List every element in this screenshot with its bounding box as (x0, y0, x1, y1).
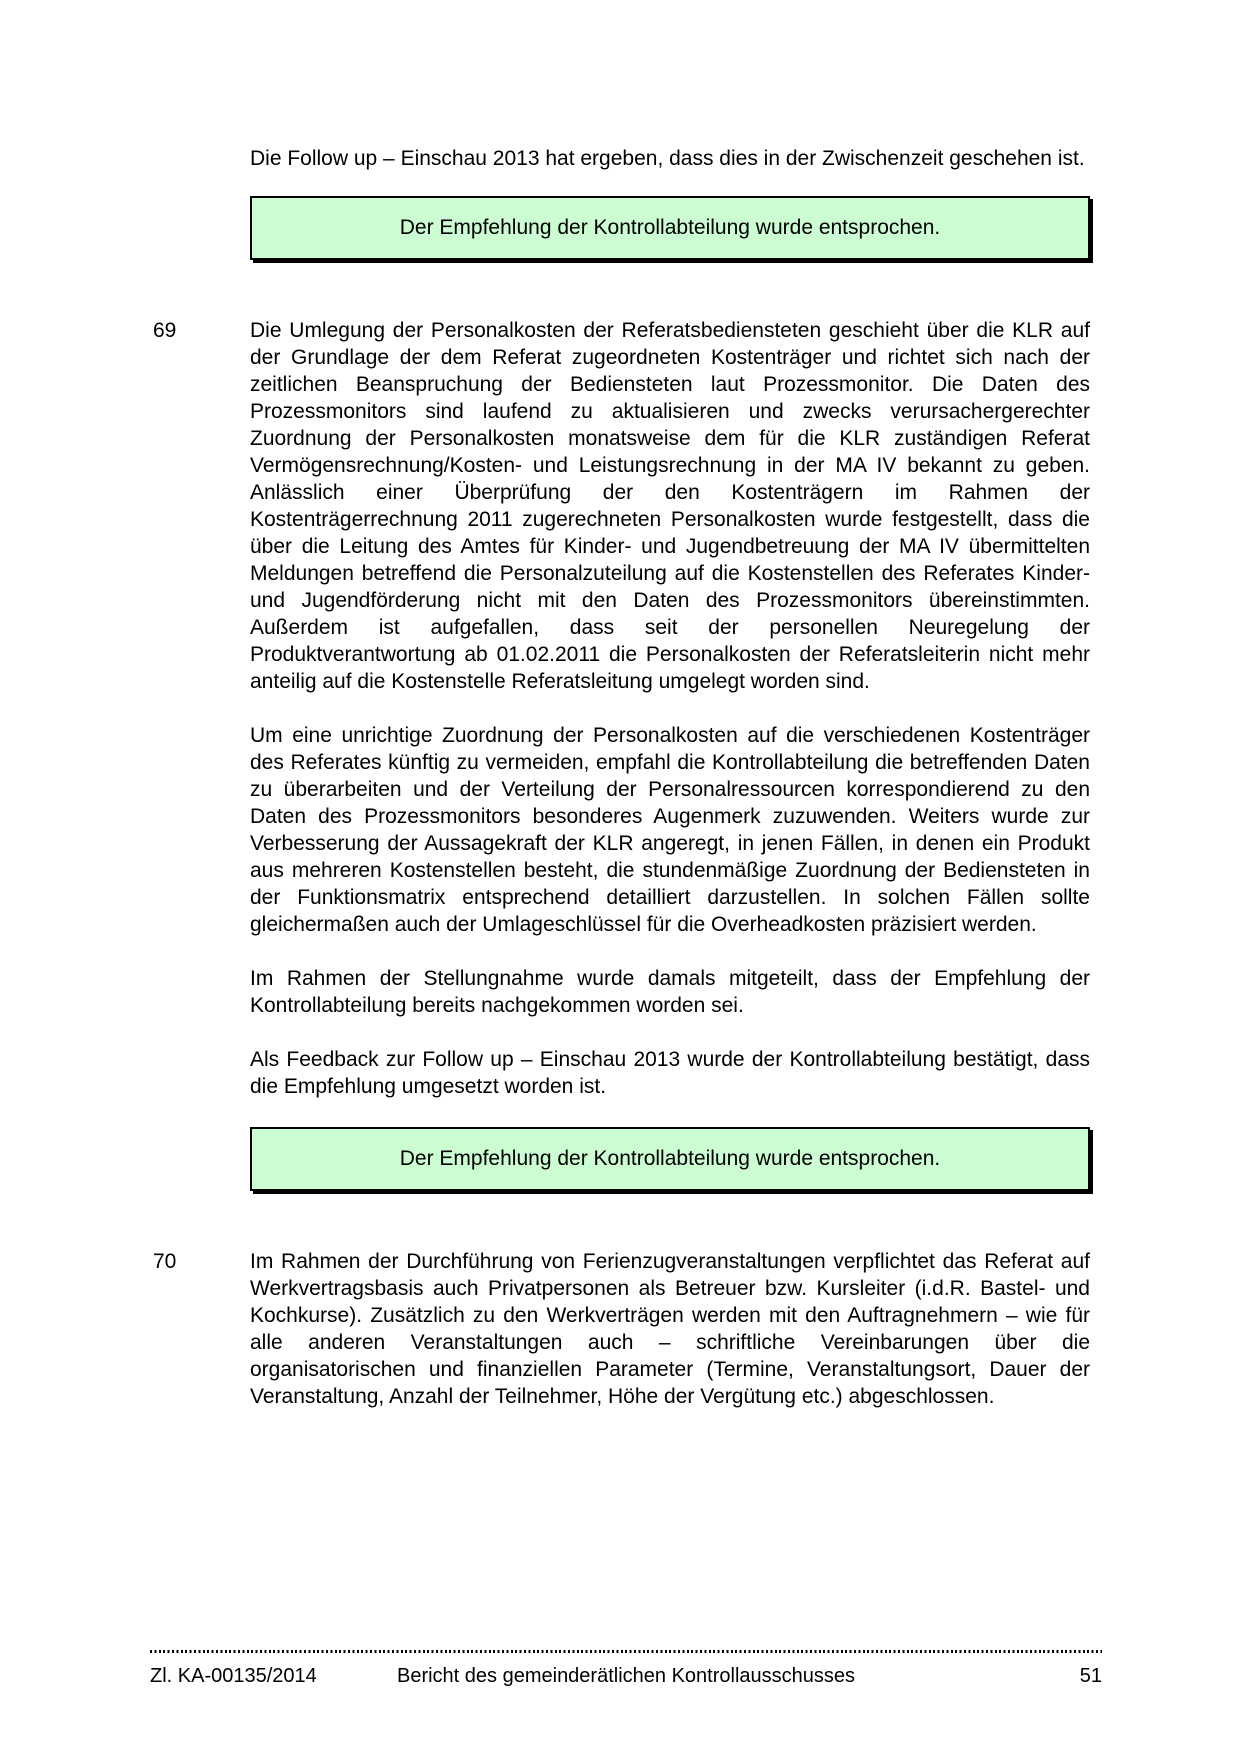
report-item-69 (153, 317, 1090, 1100)
recommendation-box (250, 1127, 1090, 1191)
item-paragraph: Die Umlegung der Personalkosten der Referatsbediensteten geschieht über die KLR auf der Grundlage der dem Referat zugeordneten Kostenträger und richtet sich nach der zeitlichen Beanspruchung der Bediensteten laut Prozessmonitor. Die Daten des Prozessmonitors sind laufend zu aktualisieren und zwecks verursachergerechter Zuordnung der Personalkosten monatsweise dem für die KLR zuständigen Referat Vermögensrechnung/Kosten- und Leistungsrechnung in der MA IV bekannt zu geben. Anlässlich einer Überprüfung der den Kostenträgern im Rahmen der Kostenträgerrechnung 2011 zugerechneten Personalkosten wurde festgestellt, dass die über die Leitung des Amtes für Kinder- und Jugendbetreuung der MA IV übermittelten Meldungen betreffend die Personalzuteilung auf die Kostenstellen des Referates Kinder- und Jugendförderung nicht mit den Daten des Prozessmonitors übereinstimmten. Außerdem ist aufgefallen, dass seit der personellen Neuregelung der Produktverantwortung ab 01.02.2011 die Personalkosten der Referatsleiterin nicht mehr anteilig auf die Kostenstelle Referatsleitung umgelegt worden sind. (250, 319, 1090, 693)
intro-body (250, 145, 1090, 172)
item-paragraph: Als Feedback zur Follow up – Einschau 2013 wurde der Kontrollabteilung bestätigt, dass die Empfehlung umgesetzt worden ist. (250, 1048, 1090, 1098)
item-paragraph: Im Rahmen der Durchführung von Ferienzugveranstaltungen verpflichtet das Referat auf Werkvertragsbasis auch Privatpersonen als Betreuer bzw. Kursleiter (i.d.R. Bastel- und Kochkurse). Zusätzlich zu den Werkverträgen werden mit den Auftragnehmern – wie für alle anderen Veranstaltungen auch – schriftliche Vereinbarungen über die organisatorischen und finanziellen Parameter (Termine, Veranstaltungsort, Dauer der Veranstaltung, Anzahl der Teilnehmer, Höhe der Vergütung etc.) abgeschlossen. (250, 1250, 1090, 1408)
footer-reference: Zl. KA-00135/2014 (150, 1665, 317, 1687)
footer-title: Bericht des gemeinderätlichen Kontrollausschusses (396, 1665, 856, 1687)
item-body (250, 317, 1090, 1100)
recommendation-box-text: Der Empfehlung der Kontrollabteilung wurde entsprochen. (399, 216, 941, 239)
item-number: 69 (153, 319, 177, 342)
footer-row (150, 1664, 1102, 1688)
intro-row (153, 145, 1090, 172)
recommendation-box-text: Der Empfehlung der Kontrollabteilung wurde entsprochen. (399, 1147, 941, 1170)
item-body (250, 1248, 1090, 1410)
footer-dotted-rule (150, 1650, 1102, 1653)
intro-paragraph: Die Follow up – Einschau 2013 hat ergeben, dass dies in der Zwischenzeit geschehen ist. (250, 147, 1085, 170)
report-item-70 (153, 1248, 1090, 1410)
footer-page-number: 51 (1079, 1665, 1102, 1687)
page-footer (150, 1650, 1102, 1688)
page-content (153, 145, 1090, 1437)
item-paragraph: Im Rahmen der Stellungnahme wurde damals mitgeteilt, dass der Empfehlung der Kontrollabteilung bereits nachgekommen worden sei. (250, 967, 1090, 1017)
item-paragraph: Um eine unrichtige Zuordnung der Personalkosten auf die verschiedenen Kostenträger des Referates künftig zu vermeiden, empfahl die Kontrollabteilung die betreffenden Daten zu überarbeiten und der Verteilung der Personalressourcen korrespondierend zu den Daten des Prozessmonitors besonderes Augenmerk zuzuwenden. Weiters wurde zur Verbesserung der Aussagekraft der KLR angeregt, in jenen Fällen, in denen ein Produkt aus mehreren Kostenstellen besteht, die stundenmäßige Zuordnung der Bediensteten in der Funktionsmatrix entsprechend detailliert darzustellen. In solchen Fällen sollte gleichermaßen auch der Umlageschlüssel für die Overheadkosten präzisiert werden. (250, 724, 1090, 936)
recommendation-box (250, 196, 1090, 260)
item-number: 70 (153, 1250, 177, 1273)
